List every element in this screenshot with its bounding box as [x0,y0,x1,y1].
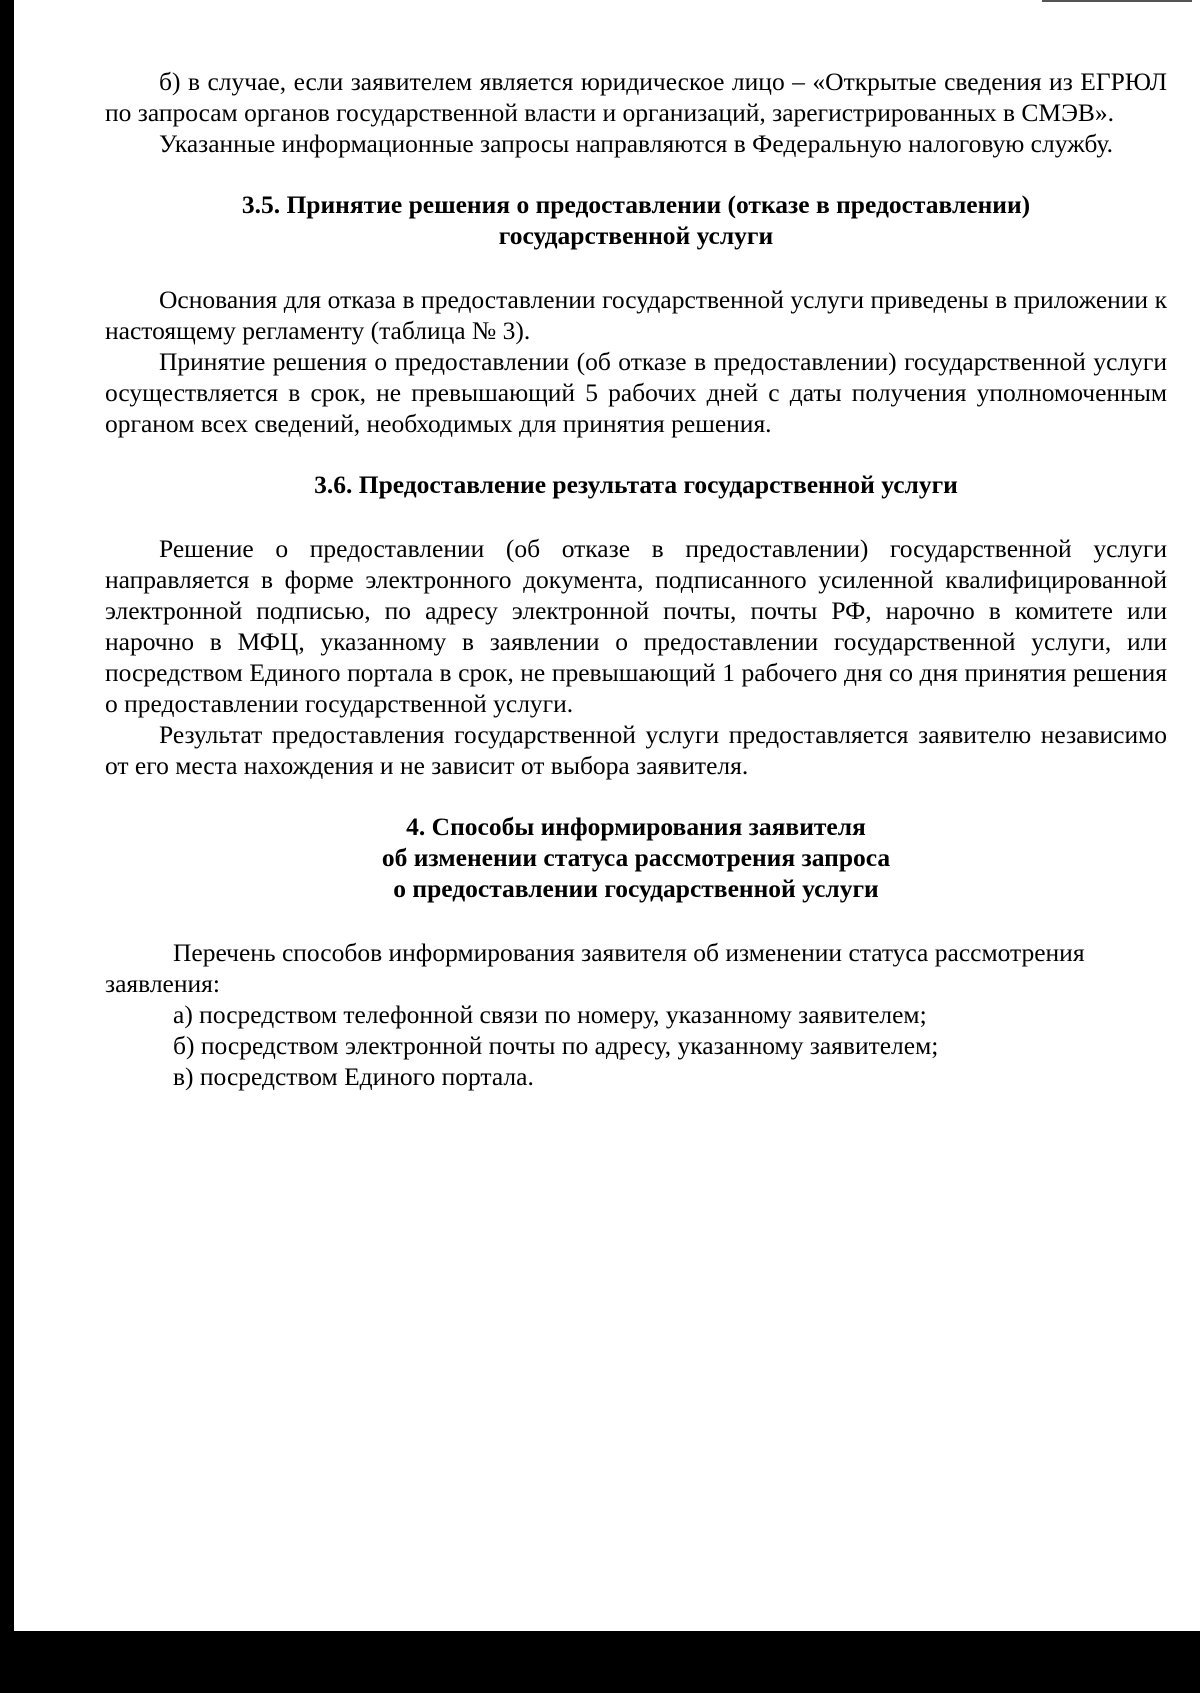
heading-section-3-6-line1: 3.6. Предоставление результата государственной услуги [314,470,958,499]
scan-border-bottom [0,1631,1200,1693]
list-item: в) посредством Единого портала. [173,1062,534,1091]
paragraph-egrul-request: б) в случае, если заявителем является юридическое лицо – «Открытые сведения из ЕГРЮЛ по запросам органов государственной власти и организаций, зарегистрированных в СМЭВ». [105,67,1167,127]
paragraph-tax-service: Указанные информационные запросы направляются в Федеральную налоговую службу. [159,129,1113,158]
heading-section-3-5-line1: 3.5. Принятие решения о предоставлении (отказе в предоставлении) [241,190,1031,219]
scan-border-left [0,0,14,1693]
list-item: а) посредством телефонной связи по номеру, указанному заявителем; [173,1000,927,1029]
notification-methods-list [105,937,1167,1092]
heading-section-4 [105,811,1167,904]
list-item: б) посредством электронной почты по адресу, указанному заявителем; [173,1031,939,1060]
heading-section-4-line2: об изменении статуса рассмотрения запроса [381,843,891,872]
list-intro: Перечень способов информирования заявителя об изменении статуса рассмотрения заявления: [105,938,1085,998]
heading-section-3-6 [105,469,1167,500]
paragraph-result-independence: Результат предоставления государственной услуги предоставляется заявителю независимо от его места нахождения и не зависит от выбора заявителя. [105,720,1167,780]
scan-mark-top [1042,0,1192,2]
paragraph-decision-term: Принятие решения о предоставлении (об отказе в предоставлении) государственной услуги осуществляется в срок, не превышающий 5 рабочих дней с даты получения уполномоченным органом всех сведений, необходимых для принятия решения. [105,347,1167,438]
heading-section-3-5 [105,189,1167,251]
paragraph-decision-delivery: Решение о предоставлении (об отказе в предоставлении) государственной услуги направляется в форме электронного документа, подписанного усиленной квалифицированной электронной подписью, по адресу электронной почты, почты РФ, нарочно в комитете или нарочно в МФЦ, указанному в заявлении о предоставлении государственной услуги, или посредством Единого портала в срок, не превышающий 1 рабочего дня со дня принятия решения о предоставлении государственной услуги. [105,534,1167,718]
heading-section-4-line1: 4. Способы информирования заявителя [406,812,866,841]
heading-section-3-5-line2: государственной услуги [498,221,774,250]
document-body [105,66,1167,1092]
paragraph-refusal-grounds: Основания для отказа в предоставлении государственной услуги приведены в приложении к настоящему регламенту (таблица № 3). [105,285,1167,345]
heading-section-4-line3: о предоставлении государственной услуги [393,874,879,903]
